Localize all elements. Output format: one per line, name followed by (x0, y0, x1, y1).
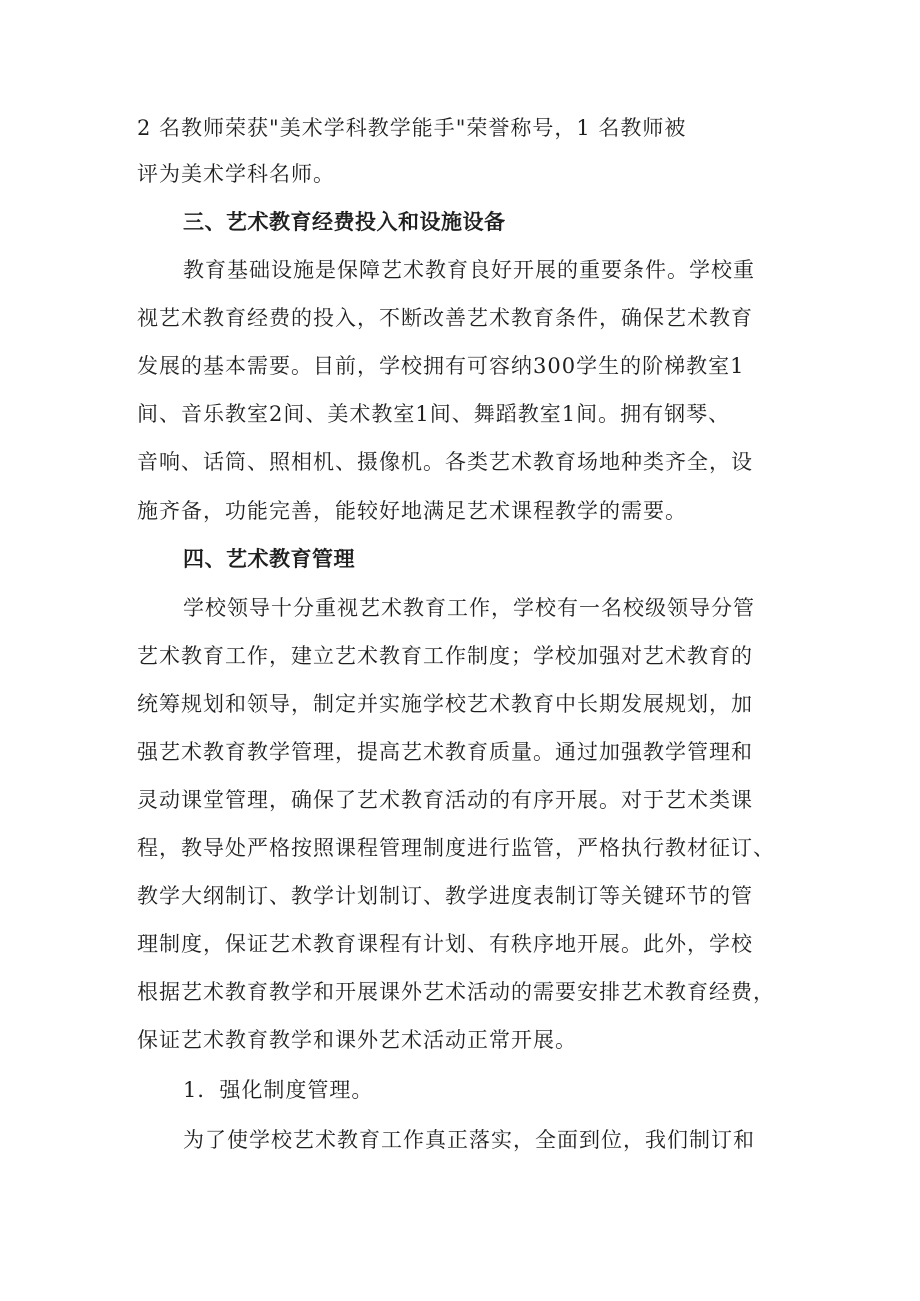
body-text-line: 为了使学校艺术教育工作真正落实，全面到位，我们制订和 (183, 1128, 755, 1152)
section-heading-4: 四、艺术教育管理 (183, 547, 355, 571)
body-text-line: 学校领导十分重视艺术教育工作，学校有一名校级领导分管 (183, 596, 755, 620)
body-text-line: 发展的基本需要。目前，学校拥有可容纳300学生的阶梯教室1 (137, 354, 745, 378)
body-text-line: 艺术教育工作，建立艺术教育工作制度；学校加强对艺术教育的 (137, 644, 753, 668)
body-text-line: 评为美术学科名师。 (137, 162, 335, 186)
body-text-line: 保证艺术教育教学和课外艺术活动正常开展。 (137, 1028, 577, 1052)
body-text-line: 灵动课堂管理，确保了艺术教育活动的有序开展。对于艺术类课 (137, 788, 753, 812)
body-text-line: 根据艺术教育教学和开展课外艺术活动的需要安排艺术教育经费， (137, 980, 775, 1004)
body-text-line: 2 名教师荣获"美术学科教学能手"荣誉称号，1 名教师被 (137, 116, 687, 140)
body-text-line: 音响、话筒、照相机、摄像机。各类艺术教育场地种类齐全，设 (137, 450, 753, 474)
body-text-line: 理制度，保证艺术教育课程有计划、有秩序地开展。此外，学校 (137, 932, 753, 956)
body-text-line: 教育基础设施是保障艺术教育良好开展的重要条件。学校重 (183, 258, 755, 282)
body-text-line: 视艺术教育经费的投入，不断改善艺术教育条件，确保艺术教育 (137, 306, 753, 330)
section-heading-3: 三、艺术教育经费投入和设施设备 (183, 210, 506, 234)
body-text-line: 程，教导处严格按照课程管理制度进行监管，严格执行教材征订、 (137, 836, 775, 860)
body-text-line: 施齐备，功能完善，能较好地满足艺术课程教学的需要。 (137, 499, 687, 523)
body-text-line: 统筹规划和领导，制定并实施学校艺术教育中长期发展规划，加 (137, 692, 753, 716)
body-text-line: 强艺术教育教学管理，提高艺术教育质量。通过加强教学管理和 (137, 740, 753, 764)
numbered-item: 1．强化制度管理。 (183, 1078, 374, 1102)
body-text-line: 教学大纲制订、教学计划制订、教学进度表制订等关键环节的管 (137, 884, 753, 908)
body-text-line: 间、音乐教室2间、美术教室1间、舞蹈教室1间。拥有钢琴、 (137, 402, 731, 426)
